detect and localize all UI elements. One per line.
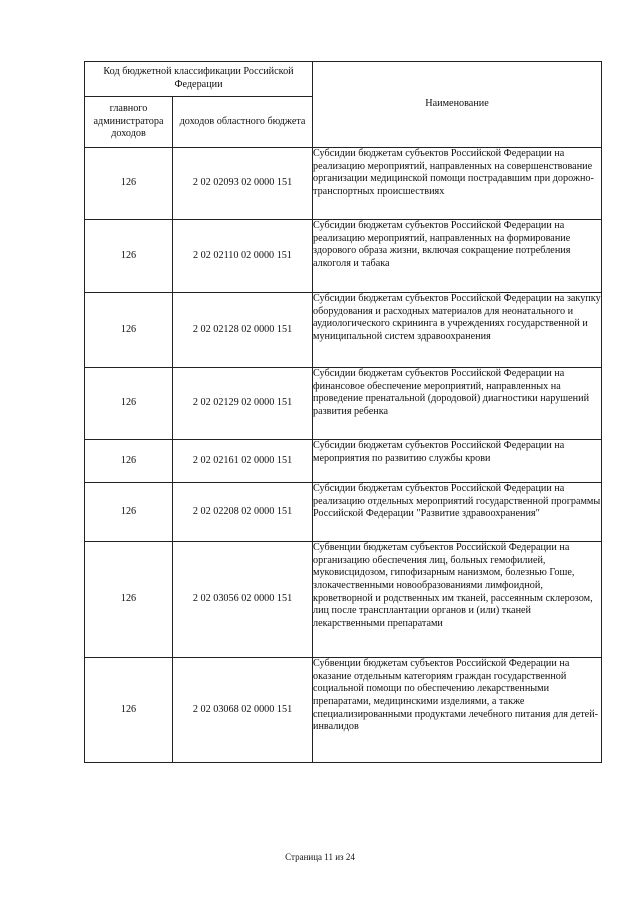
income-code-cell: 2 02 02161 02 0000 151 — [173, 440, 313, 483]
income-name-cell: Субвенции бюджетам субъектов Российской Федерации на оказание отдельным категориям граждан государственной социальной помощи по обеспечению лекарственными препаратами, медицинскими изделиями, а также специализированными продуктами лечебного питания для детей-инвалидов — [313, 658, 602, 763]
income-name-cell: Субсидии бюджетам субъектов Российской Федерации на реализацию мероприятий, направленных на совершенствование организации медицинской помощи пострадавшим при дорожно-транспортных происшествиях — [313, 148, 602, 220]
table-row — [85, 148, 602, 220]
table-row — [85, 658, 602, 763]
income-name-cell: Субсидии бюджетам субъектов Российской Федерации на реализацию отдельных мероприятий государственной программы Российской Федерации "Развитие здравоохранения" — [313, 483, 602, 542]
admin-code-cell: 126 — [85, 220, 173, 293]
header-name: Наименование — [313, 62, 602, 148]
table-row — [85, 293, 602, 368]
admin-code-cell: 126 — [85, 440, 173, 483]
table-row — [85, 483, 602, 542]
header-income: доходов областного бюджета — [173, 97, 313, 148]
income-name-cell: Субсидии бюджетам субъектов Российской Федерации на мероприятия по развитию службы крови — [313, 440, 602, 483]
admin-code-cell: 126 — [85, 542, 173, 658]
income-code-cell: 2 02 03068 02 0000 151 — [173, 658, 313, 763]
header-kbk: Код бюджетной классификации Российской Федерации — [85, 62, 313, 97]
income-code-cell: 2 02 02110 02 0000 151 — [173, 220, 313, 293]
admin-code-cell: 126 — [85, 658, 173, 763]
admin-code-cell: 126 — [85, 148, 173, 220]
income-name-cell: Субвенции бюджетам субъектов Российской Федерации на организацию обеспечения лиц, больных гемофилией, муковисцидозом, гипофизарным нанизмом, болезнью Гоше, злокачественными новообразованиями лимфоидной, кроветворной и родственных им тканей, рассеянным склерозом, лиц после трансплантации органов и (или) тканей лекарственными препаратами — [313, 542, 602, 658]
table-row — [85, 542, 602, 658]
income-name-cell: Субсидии бюджетам субъектов Российской Федерации на закупку оборудования и расходных материалов для неонатального и аудиологического скрининга в учреждениях государственной и муниципальной систем здравоохранения — [313, 293, 602, 368]
income-code-cell: 2 02 02093 02 0000 151 — [173, 148, 313, 220]
admin-code-cell: 126 — [85, 293, 173, 368]
income-name-cell: Субсидии бюджетам субъектов Российской Федерации на реализацию мероприятий, направленных на формирование здорового образа жизни, включая сокращение потребления алкоголя и табака — [313, 220, 602, 293]
admin-code-cell: 126 — [85, 368, 173, 440]
budget-classification-table — [84, 61, 602, 763]
table-row — [85, 368, 602, 440]
income-code-cell: 2 02 02128 02 0000 151 — [173, 293, 313, 368]
table-row — [85, 440, 602, 483]
income-code-cell: 2 02 02129 02 0000 151 — [173, 368, 313, 440]
page-number: Страница 11 из 24 — [285, 852, 355, 862]
header-row-top — [85, 62, 602, 97]
income-code-cell: 2 02 02208 02 0000 151 — [173, 483, 313, 542]
admin-code-cell: 126 — [85, 483, 173, 542]
header-admin: главного администратора доходов — [85, 97, 173, 148]
table-row — [85, 220, 602, 293]
income-code-cell: 2 02 03056 02 0000 151 — [173, 542, 313, 658]
income-name-cell: Субсидии бюджетам субъектов Российской Федерации на финансовое обеспечение мероприятий, направленных на проведение пренатальной (дородовой) диагностики нарушений развития ребенка — [313, 368, 602, 440]
